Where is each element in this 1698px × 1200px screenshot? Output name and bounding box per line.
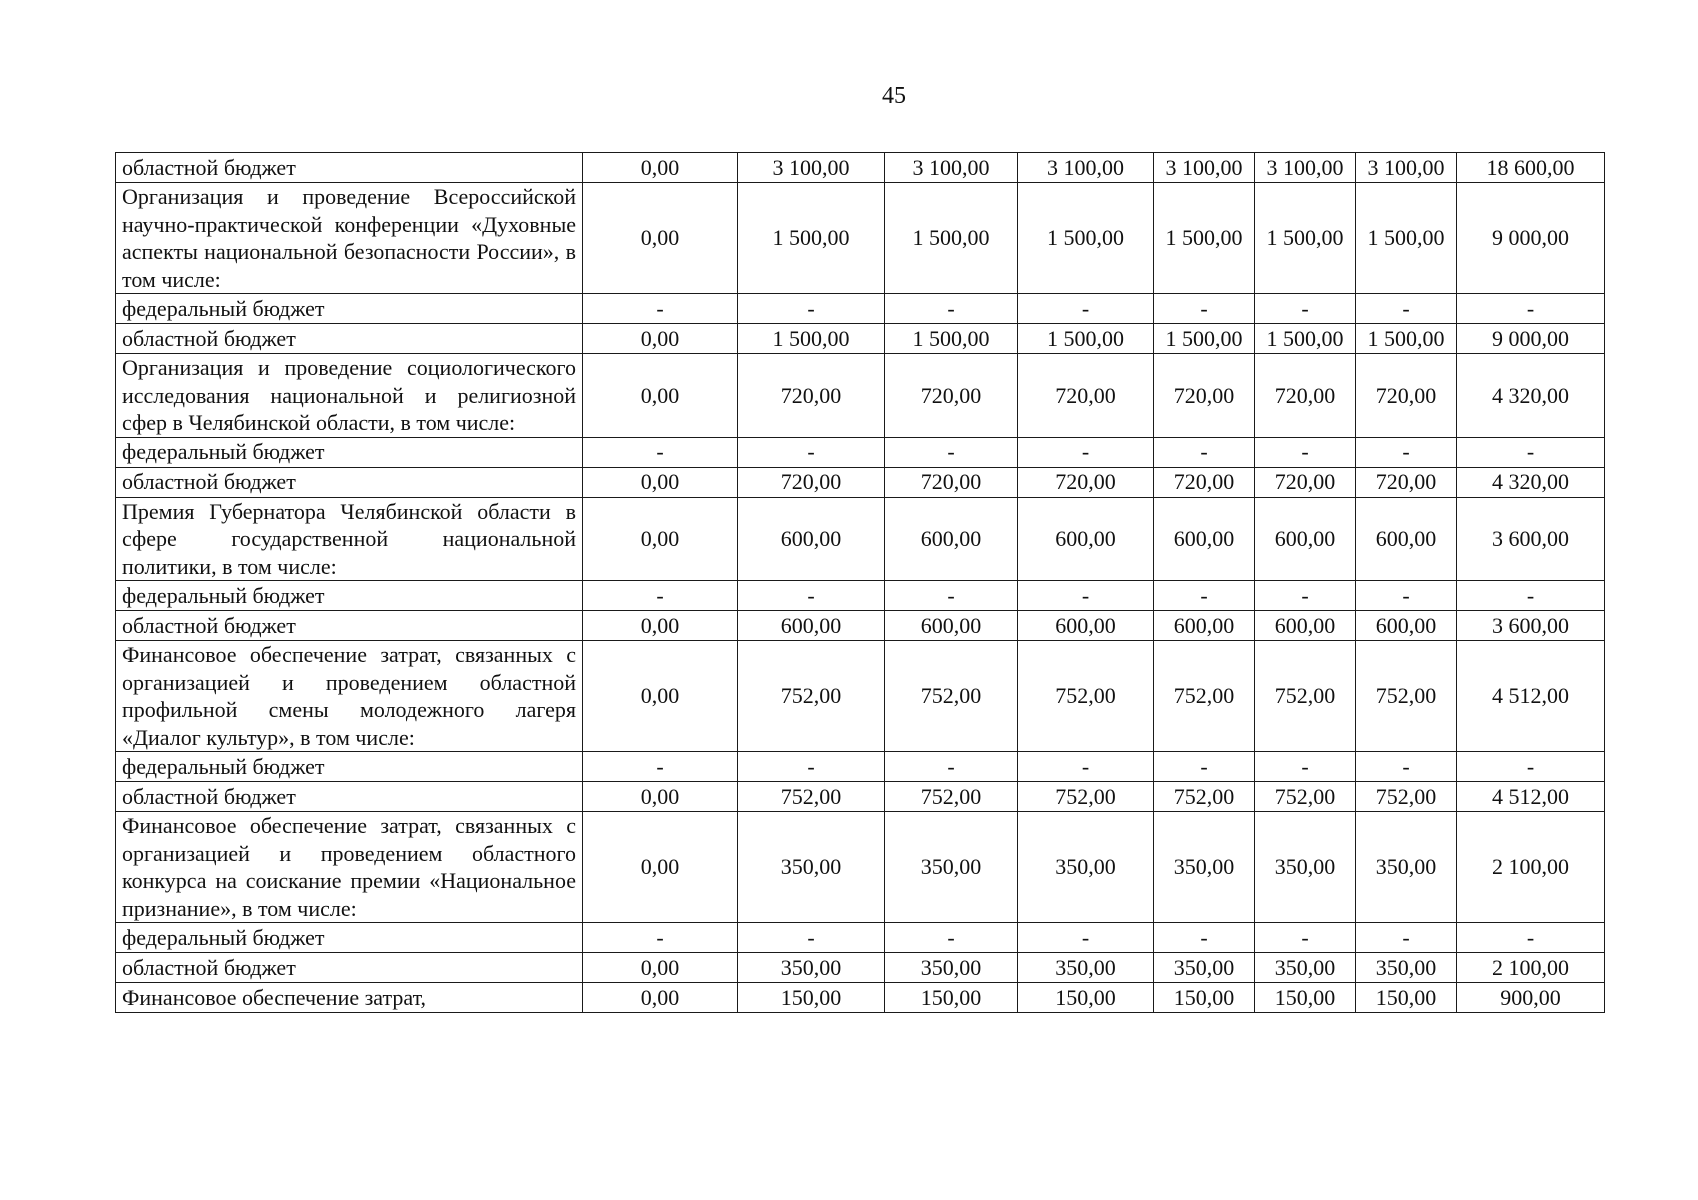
value-cell: - <box>1255 294 1356 324</box>
value-cell: 600,00 <box>885 611 1018 641</box>
row-label: федеральный бюджет <box>116 923 583 953</box>
total-cell: - <box>1457 437 1605 467</box>
value-cell: 3 100,00 <box>1018 153 1154 183</box>
table-row <box>116 153 1605 183</box>
value-cell: - <box>1018 752 1154 782</box>
value-cell: 350,00 <box>1255 953 1356 983</box>
value-cell: - <box>1018 437 1154 467</box>
value-cell: - <box>885 581 1018 611</box>
value-cell: 752,00 <box>1154 782 1255 812</box>
table-row <box>116 437 1605 467</box>
value-cell: - <box>1018 581 1154 611</box>
value-cell: - <box>1356 752 1457 782</box>
total-cell: 18 600,00 <box>1457 153 1605 183</box>
total-cell: 9 000,00 <box>1457 183 1605 294</box>
row-label: областной бюджет <box>116 782 583 812</box>
value-cell: 150,00 <box>738 983 885 1013</box>
value-cell: 0,00 <box>583 611 738 641</box>
value-cell: 350,00 <box>738 812 885 923</box>
value-cell: - <box>1356 923 1457 953</box>
value-cell: 0,00 <box>583 641 738 752</box>
total-cell: 4 512,00 <box>1457 641 1605 752</box>
value-cell: 720,00 <box>1255 467 1356 497</box>
value-cell: 150,00 <box>1154 983 1255 1013</box>
value-cell: 1 500,00 <box>1356 183 1457 294</box>
value-cell: - <box>738 581 885 611</box>
value-cell: - <box>1255 752 1356 782</box>
table-row <box>116 983 1605 1013</box>
value-cell: 752,00 <box>885 641 1018 752</box>
total-cell: 3 600,00 <box>1457 611 1605 641</box>
table-row <box>116 497 1605 581</box>
value-cell: 720,00 <box>1255 354 1356 438</box>
value-cell: 0,00 <box>583 153 738 183</box>
row-label: областной бюджет <box>116 611 583 641</box>
row-label: Организация и проведение социологического исследования национальной и религиозной сфер в Челябинской области, в том числе: <box>116 354 583 438</box>
table-row <box>116 923 1605 953</box>
value-cell: - <box>583 294 738 324</box>
value-cell: - <box>885 923 1018 953</box>
total-cell: - <box>1457 581 1605 611</box>
value-cell: - <box>738 294 885 324</box>
table-row <box>116 467 1605 497</box>
value-cell: - <box>583 923 738 953</box>
table-row <box>116 324 1605 354</box>
value-cell: 720,00 <box>1018 354 1154 438</box>
value-cell: 350,00 <box>885 812 1018 923</box>
value-cell: - <box>1154 437 1255 467</box>
value-cell: 0,00 <box>583 953 738 983</box>
value-cell: - <box>583 752 738 782</box>
table-row <box>116 294 1605 324</box>
total-cell: 900,00 <box>1457 983 1605 1013</box>
table-row <box>116 782 1605 812</box>
value-cell: 1 500,00 <box>1255 183 1356 294</box>
value-cell: 0,00 <box>583 183 738 294</box>
value-cell: 600,00 <box>1154 611 1255 641</box>
value-cell: 720,00 <box>738 354 885 438</box>
value-cell: 720,00 <box>738 467 885 497</box>
value-cell: 752,00 <box>1018 782 1154 812</box>
value-cell: 600,00 <box>1018 611 1154 641</box>
total-cell: 4 320,00 <box>1457 467 1605 497</box>
value-cell: 150,00 <box>1255 983 1356 1013</box>
table-row <box>116 354 1605 438</box>
value-cell: 1 500,00 <box>885 183 1018 294</box>
value-cell: - <box>1255 437 1356 467</box>
value-cell: 350,00 <box>1154 812 1255 923</box>
value-cell: 1 500,00 <box>1018 324 1154 354</box>
total-cell: 2 100,00 <box>1457 953 1605 983</box>
value-cell: 720,00 <box>1356 467 1457 497</box>
value-cell: 3 100,00 <box>1154 153 1255 183</box>
table-row <box>116 581 1605 611</box>
value-cell: 3 100,00 <box>738 153 885 183</box>
table-row <box>116 611 1605 641</box>
table-row <box>116 752 1605 782</box>
row-label: областной бюджет <box>116 153 583 183</box>
value-cell: - <box>1356 437 1457 467</box>
row-label: областной бюджет <box>116 324 583 354</box>
value-cell: 600,00 <box>1255 497 1356 581</box>
value-cell: - <box>1154 581 1255 611</box>
value-cell: 752,00 <box>1356 641 1457 752</box>
value-cell: 600,00 <box>1154 497 1255 581</box>
value-cell: 0,00 <box>583 812 738 923</box>
table-row <box>116 953 1605 983</box>
value-cell: 1 500,00 <box>885 324 1018 354</box>
value-cell: 600,00 <box>738 611 885 641</box>
page-number: 45 <box>882 83 906 109</box>
value-cell: 600,00 <box>885 497 1018 581</box>
value-cell: 752,00 <box>1154 641 1255 752</box>
row-label: Премия Губернатора Челябинской области в сфере государственной национальной политики, в том числе: <box>116 497 583 581</box>
value-cell: - <box>1018 294 1154 324</box>
total-cell: 2 100,00 <box>1457 812 1605 923</box>
value-cell: - <box>738 752 885 782</box>
value-cell: - <box>583 581 738 611</box>
value-cell: 0,00 <box>583 782 738 812</box>
value-cell: 720,00 <box>1154 354 1255 438</box>
total-cell: 9 000,00 <box>1457 324 1605 354</box>
value-cell: 150,00 <box>1018 983 1154 1013</box>
value-cell: 3 100,00 <box>1356 153 1457 183</box>
total-cell: - <box>1457 752 1605 782</box>
value-cell: 350,00 <box>1018 812 1154 923</box>
value-cell: 600,00 <box>738 497 885 581</box>
total-cell: 4 320,00 <box>1457 354 1605 438</box>
value-cell: - <box>1154 923 1255 953</box>
value-cell: - <box>885 437 1018 467</box>
value-cell: 1 500,00 <box>1154 324 1255 354</box>
value-cell: - <box>1356 294 1457 324</box>
value-cell: 752,00 <box>738 782 885 812</box>
value-cell: - <box>738 437 885 467</box>
value-cell: 1 500,00 <box>1356 324 1457 354</box>
row-label: Финансовое обеспечение затрат, связанных с организацией и проведением областного конкурса на соискание премии «Национальное признание», в том числе: <box>116 812 583 923</box>
value-cell: 350,00 <box>1018 953 1154 983</box>
row-label: Финансовое обеспечение затрат, связанных с организацией и проведением областной профильной смены молодежного лагеря «Диалог культур», в том числе: <box>116 641 583 752</box>
value-cell: 600,00 <box>1356 611 1457 641</box>
value-cell: - <box>1154 294 1255 324</box>
value-cell: 350,00 <box>1255 812 1356 923</box>
value-cell: 1 500,00 <box>738 324 885 354</box>
value-cell: 720,00 <box>1154 467 1255 497</box>
value-cell: 752,00 <box>738 641 885 752</box>
row-label: областной бюджет <box>116 953 583 983</box>
total-cell: - <box>1457 923 1605 953</box>
value-cell: 350,00 <box>1356 953 1457 983</box>
value-cell: 752,00 <box>1255 641 1356 752</box>
total-cell: - <box>1457 294 1605 324</box>
value-cell: - <box>1255 581 1356 611</box>
total-cell: 4 512,00 <box>1457 782 1605 812</box>
value-cell: 752,00 <box>885 782 1018 812</box>
value-cell: - <box>885 752 1018 782</box>
table-row <box>116 183 1605 294</box>
row-label: федеральный бюджет <box>116 581 583 611</box>
value-cell: - <box>738 923 885 953</box>
row-label: Организация и проведение Всероссийской научно-практической конференции «Духовные аспекты национальной безопасности России», в том числе: <box>116 183 583 294</box>
value-cell: 3 100,00 <box>885 153 1018 183</box>
value-cell: 600,00 <box>1356 497 1457 581</box>
value-cell: - <box>1356 581 1457 611</box>
value-cell: - <box>1018 923 1154 953</box>
table-row <box>116 812 1605 923</box>
value-cell: 350,00 <box>1154 953 1255 983</box>
value-cell: 600,00 <box>1018 497 1154 581</box>
value-cell: 3 100,00 <box>1255 153 1356 183</box>
value-cell: 720,00 <box>1356 354 1457 438</box>
value-cell: 350,00 <box>885 953 1018 983</box>
value-cell: 350,00 <box>1356 812 1457 923</box>
value-cell: 720,00 <box>885 354 1018 438</box>
value-cell: 0,00 <box>583 324 738 354</box>
value-cell: 0,00 <box>583 467 738 497</box>
value-cell: - <box>1154 752 1255 782</box>
value-cell: 150,00 <box>1356 983 1457 1013</box>
row-label: федеральный бюджет <box>116 294 583 324</box>
value-cell: 1 500,00 <box>1018 183 1154 294</box>
value-cell: 1 500,00 <box>1154 183 1255 294</box>
value-cell: 150,00 <box>885 983 1018 1013</box>
row-label: федеральный бюджет <box>116 437 583 467</box>
row-label: областной бюджет <box>116 467 583 497</box>
value-cell: 1 500,00 <box>1255 324 1356 354</box>
value-cell: - <box>885 294 1018 324</box>
value-cell: 350,00 <box>738 953 885 983</box>
value-cell: 752,00 <box>1356 782 1457 812</box>
value-cell: 1 500,00 <box>738 183 885 294</box>
row-label: Финансовое обеспечение затрат, <box>116 983 583 1013</box>
value-cell: - <box>583 437 738 467</box>
value-cell: 752,00 <box>1018 641 1154 752</box>
value-cell: 0,00 <box>583 354 738 438</box>
value-cell: 0,00 <box>583 983 738 1013</box>
value-cell: 600,00 <box>1255 611 1356 641</box>
row-label: федеральный бюджет <box>116 752 583 782</box>
value-cell: - <box>1255 923 1356 953</box>
value-cell: 720,00 <box>885 467 1018 497</box>
value-cell: 752,00 <box>1255 782 1356 812</box>
budget-table <box>115 152 1605 1013</box>
value-cell: 720,00 <box>1018 467 1154 497</box>
value-cell: 0,00 <box>583 497 738 581</box>
total-cell: 3 600,00 <box>1457 497 1605 581</box>
table-row <box>116 641 1605 752</box>
